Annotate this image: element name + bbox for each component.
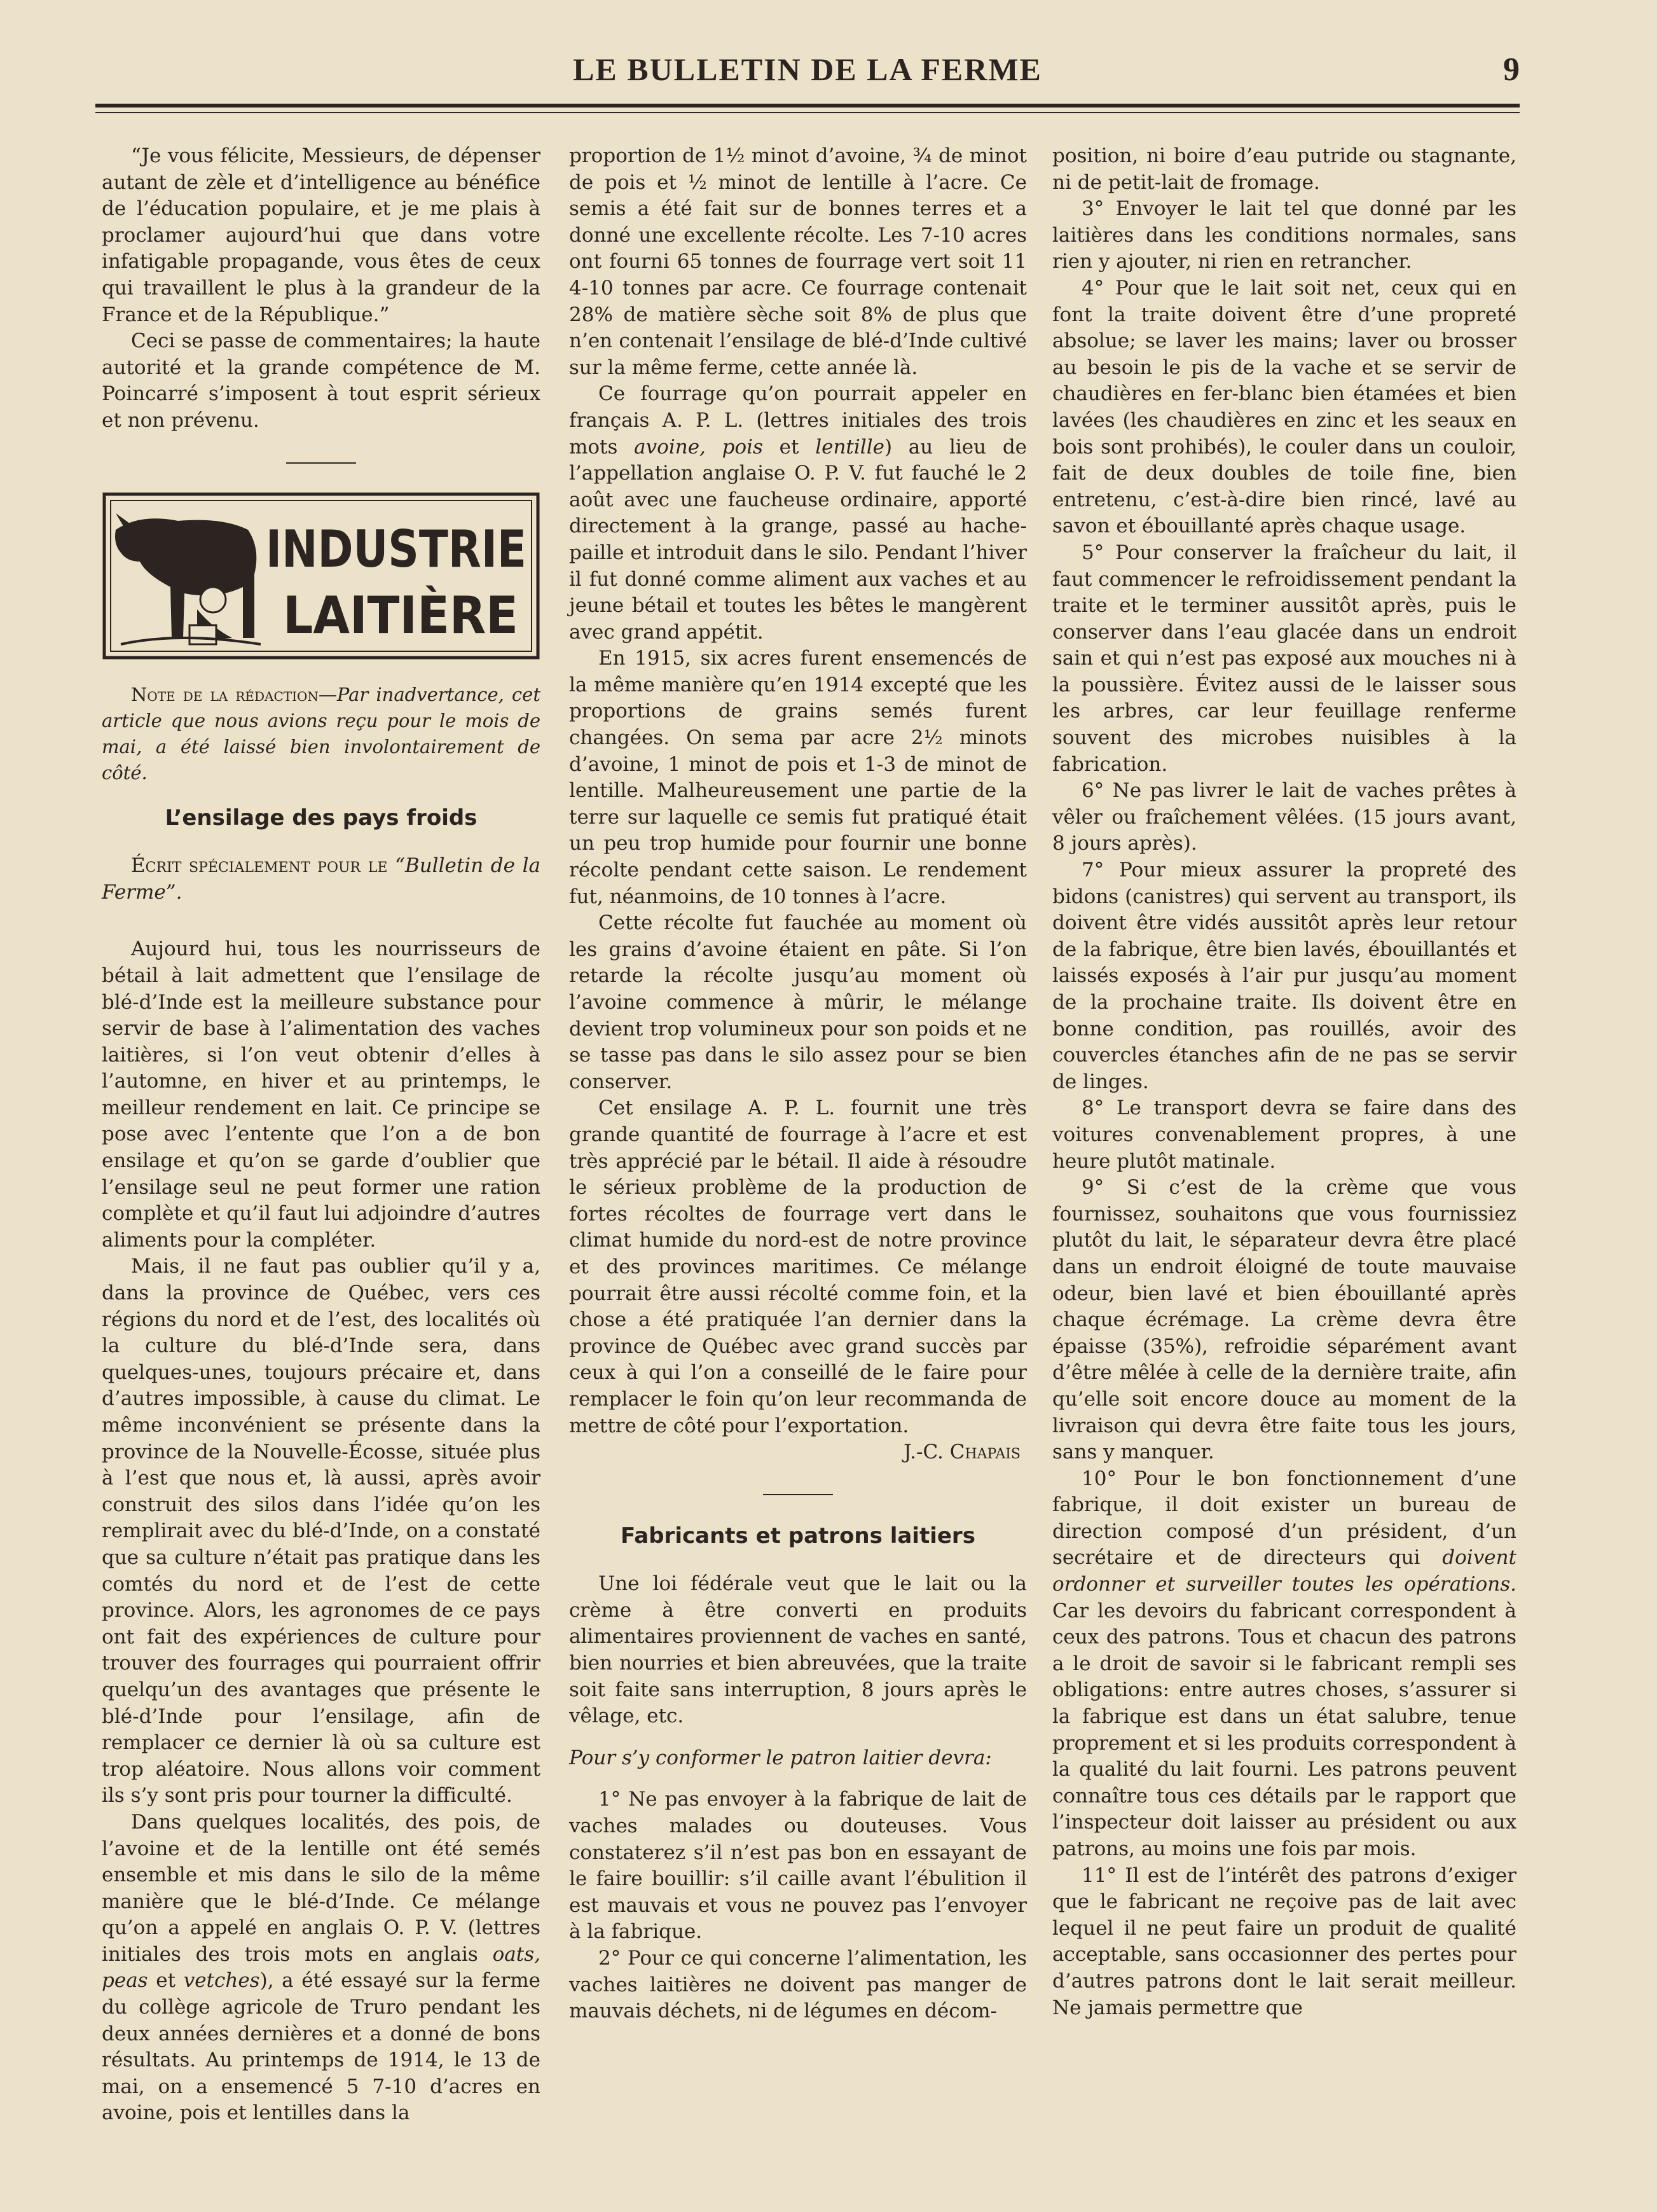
rule-item: 1° Ne pas envoyer à la fabrique de lait de vaches malades ou douteuses. Vous constaterez s’il n’est pas bon en essayant de le faire bouillir: s’il caille avant l’ébulition il est mauvais et vous ne pouvez pas l’envoyer à la fabrique. [569,1788,1027,1944]
signature: J.-C. Chapais [904,1441,1021,1464]
paragraph: position, ni boire d’eau putride ou stagnante, ni de petit-lait de fromage. [1052,144,1516,194]
page-number: 9 [1503,52,1520,88]
rule-item: 8° Le transport devra se faire dans des voitures convenablement propres, à une heure plutôt matinale. [1052,1096,1516,1173]
newspaper-title: LE BULLETIN DE LA FERME [573,52,1042,87]
article-heading-fabricants: Fabricants et patrons laitiers [621,1523,975,1549]
cow-milking-icon [115,513,261,644]
section-separator [763,1494,833,1495]
rule-item: 4° Pour que le lait soit net, ceux qui en font la traite doivent être d’une propreté absolue; se laver les mains; laver ou brosser au besoin le pis de la vache et se servir de chaudières en fer-blanc bien étamées et bien lavées (les chaudières en zinc et les seaux en bois sont prohibés), le couler dans un couloir, fait de deux doubles de toile fine, bien entretenu, c’est-à-dire bien rincé, lavé au savon et ébouillanté après chaque usage. [1052,276,1516,538]
rule-item: 9° Si c’est de la crème que vous fournissez, souhaitons que vous fournissiez plutôt du lait, le séparateur devra être placé dans un endroit éloigné de toute mauvaise odeur, bien lavé et bien ébouillanté après chaque écrémage. La crème devra être épaisse (35%), refroidie séparément avant d’être mêlée à celle de la dernière traite, afin qu’elle soit encore douce au moment de la livraison qui devra être faite tous les jours, sans y manquer. [1052,1176,1516,1464]
column-1 [102,143,540,2127]
paragraph: Cette récolte fut fauchée au moment où les grains d’avoine étaient en pâte. Si l’on retarde la récolte jusqu’au moment où l’avoine commence à mûrir, le mélange devient trop volumineux pour son poids et ne se tasse pas dans le silo assez pour se bien conserver. [569,911,1027,1093]
paragraph: Ce fourrage qu’on pourrait appeler en français A. P. L. (lettres initiales des trois mots avoine, pois et lentille) au lieu de l’appellation anglaise O. P. V. fut fauché le 2 août avec une faucheuse ordinaire, apporté directement à la grange, passé au hache-paille et introduit dans le silo. Pendant l’hiver il fut donné comme aliment aux vaches et au jeune bétail et toutes les bêtes le mangèrent avec grand appétit. [569,382,1028,644]
article-heading-ensilage: L’ensilage des pays froids [165,805,478,831]
rule-item: 6° Ne pas livrer le lait de vaches prêtes à vêler ou fraîchement vêlées. (15 jours avant, 8 jours après). [1052,779,1516,855]
rule-item: 5° Pour conserver la fraîcheur du lait, il faut commencer le refroidissement pendant la traite et le terminer aussitôt après, puis le conserver dans l’eau glacée dans un endroit sain et qui n’est pas exposé aux mouches ni à la poussière. Évitez aussi de le laisser sous les arbres, car leur feuillage renferme souvent des microbes nuisibles à la fabrication. [1052,541,1516,776]
header-rule-thin [95,112,1520,113]
rule-item: 2° Pour ce qui concerne l’alimentation, les vaches laitières ne doivent pas manger de mauvais déchets, ni de légumes en décom- [569,1947,1027,2023]
paragraph: Aujourd hui, tous les nourrisseurs de bétail à lait admettent que l’ensilage de blé-d’Inde est la meilleure substance pour servir de base à l’alimentation des vaches laitières, si l’on veut obtenir d’elles à l’automne, en hiver et au printemps, le meilleur rendement en lait. Ce principe se pose avec l’entente que l’on a de bon ensilage et qu’on se garde d’oublier que l’ensilage seul ne peut former une ration complète et qu’il faut lui adjoindre d’autres aliments pour la compléter. [102,937,540,1252]
paragraph: En 1915, six acres furent ensemencés de la même manière qu’en 1914 excepté que les proportions de grains semés furent changées. On sema par acre 2½ minots d’avoine, 1 minot de pois et 1-3 de minot de lentille. Malheureusement une partie de la terre sur laquelle ce semis fut pratiqué était un peu trop humide pour fournir une bonne récolte pendant cette saison. Le rendement fut, néanmoins, de 10 tonnes à l’acre. [569,647,1027,908]
byline-label: Écrit spécialement pour le [131,854,388,878]
paragraph: Mais, il ne faut pas oublier qu’il y a, dans la province de Québec, vers ces régions du nord et de l’est, des localités où la culture du blé-d’Inde sera, dans quelques-unes, toujours précaire et, dans d’autres impossible, à cause du climat. Le même inconvénient se présente dans la province de la Nouvelle-Écosse, située plus à l’est que nous et, là aussi, après avoir construit des silos dans l’idée qu’on les remplirait avec du blé-d’Inde, on a constaté que sa culture n’était pas pratique dans les comtés du nord et de l’est de cette province. Alors, les agronomes de ce pays ont fait des expériences de culture pour trouver des fourrages qui pourraient offrir quelqu’un des avantages que présente le blé-d’Inde pour l’ensilage, afin de remplacer ce dernier là où sa culture est trop aléatoire. Nous allons voir comment ils s’y sont pris pour tourner la difficulté. [102,1255,540,1808]
column-3 [1052,143,1516,2021]
section-separator [286,462,356,464]
editor-note [102,682,540,786]
page-header [95,51,1520,95]
rules-intro: Pour s’y conformer le patron laitier devra: [569,1746,992,1769]
column-2 [569,143,1027,2025]
paragraph: proportion de 1½ minot d’avoine, ¾ de minot de pois et ½ minot de lentille à l’acre. Ce semis a été fait sur de bonnes terres et a donné une excellente récolte. Les 7-10 acres ont fourni 65 tonnes de fourrage vert soit 11 4-10 tonnes par acre. Ce fourrage contenait 28% de matière sèche soit 8% de plus que n’en contenait l’ensilage de blé-d’Inde cultivé sur la même ferme, cette année là. [569,144,1027,379]
byline [102,853,540,906]
rule-item: 10° Pour le bon fonctionnement d’une fabrique, il doit exister un bureau de direction composé d’un président, d’un secrétaire et de directeurs qui doivent ordonner et surveiller toutes les opérations. Car les devoirs du fabricant correspondent à ceux des patrons. Tous et chacun des patrons a le droit de savoir si le fabricant rempli ses obligations: entre autres choses, s’assurer si la fabrique est dans un état salubre, tenue proprement et si les produits correspondent à la qualité du lait fourni. Les patrons peuvent connaître tous ces détails par le rapport que l’inspecteur doit laisser au président ou aux patrons, au moins une fois par mois. [1052,1467,1516,1860]
rule-item: 3° Envoyer le lait tel que donné par les laitières dans les conditions normales, sans rien y ajouter, ni rien en retrancher. [1052,197,1516,273]
paragraph: Dans quelques localités, des pois, de l’avoine et de la lentille ont été semés ensemble et mis dans le silo de la même manière que le blé-d’Inde. Ce mélange qu’on a appelé en anglais O. P. V. (lettres initiales des trois mots en anglais oats, peas et vetches), a été essayé sur la ferme du collège agricole de Truro pendant les deux années dernières et a donné de bons résultats. Au printemps de 1914, le 13 de mai, on a ensemencé 5 7-10 d’acres en avoine, pois et lentilles dans la [102,1810,540,2125]
header-rule-thick [95,104,1520,107]
industrie-laitiere-logo [102,492,540,660]
paragraph: Une loi fédérale veut que le lait ou la crème à être converti en produits alimentaires proviennent de vaches en santé, bien nourries et bien abreuvées, que la traite soit faite sans interruption, 8 jours après le vêlage, etc. [569,1572,1027,1728]
logo-line-1: INDUSTRIE [266,519,526,579]
quote-paragraph: “Je vous félicite, Messieurs, de dépenser autant de zèle et d’intelligence au bénéfice de l’éducation populaire, et je me plais à proclamer aujourd’hui que dans votre infatigable propagande, vous êtes de ceux qui travaillent le plus à la grandeur de la France et de la République.” [102,144,540,326]
comment-paragraph: Ceci se passe de commentaires; la haute autorité et la grande compétence de M. Poincarré s’imposent à tout esprit sérieux et non prévenu. [102,329,540,432]
note-text: —Par inadvertance, cet article que nous avions reçu pour le mois de mai, a été laissé bien involontairement de côté. [102,683,540,784]
rule-item: 11° Il est de l’intérêt des patrons d’exiger que le fabricant ne reçoive pas de lait avec lequel il ne peut faire un produit de qualité acceptable, sans occasionner des pertes pour d’autres patrons dont le lait serait meilleur. Ne jamais permettre que [1052,1863,1516,2019]
byline-text: “Bulletin de la Ferme”. [102,854,541,904]
paragraph: Cet ensilage A. P. L. fournit une très grande quantité de fourrage à l’acre et est très apprécié par le bétail. Il aide à résoudre le sérieux problème de la production de fortes récoltes de fourrage vert dans le climat humide du nord-est de notre province et des provinces maritimes. Ce mélange pourrait être aussi récolté comme foin, et la chose a été pratiquée l’an dernier dans la province de Québec avec grand succès par ceux à qui l’on a conseillé de le faire pour remplacer le foin qu’on leur recommanda de mettre de côté pour l’exportation. [569,1096,1027,1437]
note-label: Note de la rédaction [131,683,319,705]
rule-item: 7° Pour mieux assurer la propreté des bidons (canistres) qui servent au transport, ils doivent être vidés aussitôt après leur retour de la fabrique, être bien lavés, ébouillantés et laissés exposés à l’air pur jusqu’au moment de la prochaine traite. Ils doivent être en bonne condition, pas rouillés, avoir des couvercles étanches afin de ne pas se servir de linges. [1052,859,1516,1093]
logo-line-2: LAITIÈRE [283,585,536,645]
